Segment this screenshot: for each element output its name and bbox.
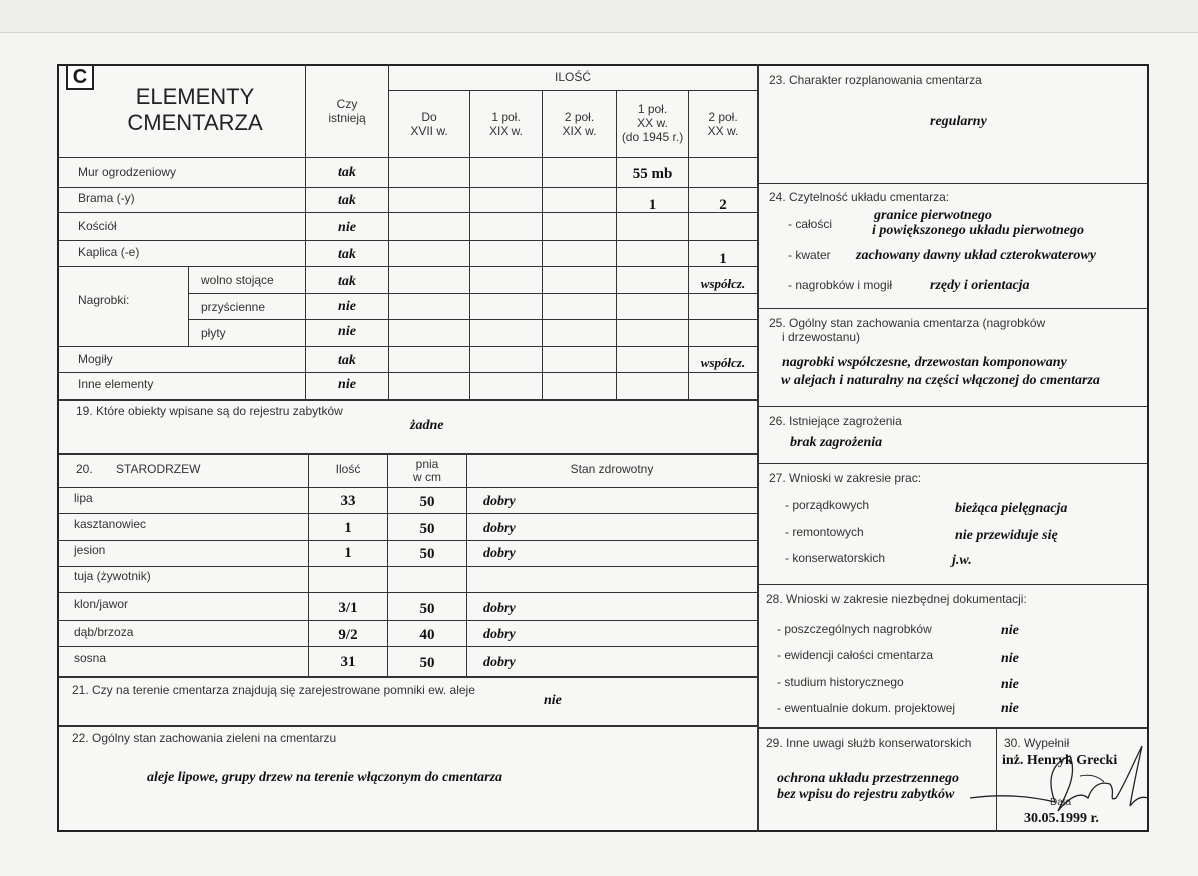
row-exists: tak bbox=[338, 274, 356, 289]
tree-count: 1 bbox=[344, 520, 352, 536]
tree-name: kasztanowiec bbox=[74, 517, 147, 531]
row-quantity: współcz. bbox=[700, 276, 746, 291]
period-line1: 1 poł. bbox=[637, 102, 668, 116]
q30-label: 30. Wypełnił bbox=[1004, 736, 1070, 750]
q22-label: 22. Ogólny stan zachowania zieleni na cmentarzu bbox=[72, 731, 337, 745]
tree-name: jesion bbox=[74, 543, 106, 557]
paper-top-edge bbox=[0, 0, 1198, 33]
tree-trunk: 50 bbox=[419, 546, 435, 562]
q20-number: 20. bbox=[76, 462, 93, 476]
tree-name: klon/jawor bbox=[74, 597, 129, 611]
period-line3: (do 1945 r.) bbox=[621, 130, 684, 144]
q22-answer: aleje lipowe, grupy drzew na terenie włączonym do cmentarza bbox=[147, 770, 503, 785]
col-trunk-line2: w cm bbox=[413, 470, 441, 484]
grid-line bbox=[59, 453, 757, 455]
q27-item-label: - konserwatorskich bbox=[785, 551, 886, 565]
col-exists-line1: Czy bbox=[336, 97, 358, 111]
grid-line bbox=[59, 540, 757, 541]
q28-item-label: - ewentualnie dokum. projektowej bbox=[777, 701, 956, 715]
row-exists: nie bbox=[338, 324, 356, 339]
q26-label: 26. Istniejące zagrożenia bbox=[769, 414, 902, 428]
row-label: Mur ogrodzeniowy bbox=[78, 165, 177, 179]
period-line2: XX w. bbox=[707, 124, 739, 138]
q28-item-label: - poszczególnych nagrobków bbox=[777, 622, 932, 636]
period-header bbox=[689, 110, 757, 138]
grid-line bbox=[188, 293, 757, 294]
grid-line bbox=[59, 240, 757, 241]
q23-answer: regularny bbox=[930, 114, 987, 129]
form-sheet bbox=[57, 64, 1149, 832]
row-exists: nie bbox=[338, 299, 356, 314]
col-health-header: Stan zdrowotny bbox=[570, 462, 654, 476]
grid-line bbox=[59, 566, 757, 567]
tree-trunk: 50 bbox=[419, 521, 435, 537]
q21-answer: nie bbox=[544, 693, 562, 708]
col-exists-line2: istnieją bbox=[328, 111, 366, 125]
grid-line bbox=[59, 592, 757, 593]
q25-answer-2: w alejach i naturalny na części włączonej do cmentarza bbox=[781, 373, 1100, 388]
tree-name: tuja (żywotnik) bbox=[74, 569, 151, 583]
q20-label: STARODRZEW bbox=[116, 462, 201, 476]
row-exists: nie bbox=[338, 220, 356, 235]
row-label: Kościół bbox=[78, 219, 117, 233]
q30-date: 30.05.1999 r. bbox=[1024, 811, 1099, 826]
q25-answer-1: nagrobki współczesne, drzewostan komponowany bbox=[782, 355, 1067, 370]
grid-line bbox=[59, 187, 757, 188]
q24-label: 24. Czytelność układu cmentarza: bbox=[769, 190, 950, 204]
tree-count: 1 bbox=[344, 545, 352, 561]
q27-item-label: - remontowych bbox=[785, 525, 864, 539]
signature-scribble bbox=[960, 736, 1160, 826]
grid-line bbox=[59, 487, 757, 488]
col-count-header: Ilość bbox=[335, 462, 361, 476]
col-trunk-header bbox=[388, 458, 466, 484]
main-divider bbox=[757, 64, 759, 832]
col-exists-header bbox=[306, 97, 388, 125]
q28-item-answer: nie bbox=[1001, 701, 1019, 716]
q27-item-answer: j.w. bbox=[952, 553, 972, 568]
section-letter: C bbox=[66, 64, 94, 90]
grid-line bbox=[759, 727, 1147, 729]
row-exists: tak bbox=[338, 353, 356, 368]
row-label: Mogiły bbox=[78, 352, 113, 366]
row-quantity: 1 bbox=[648, 197, 657, 213]
q28-item-label: - ewidencji całości cmentarza bbox=[777, 648, 934, 662]
grid-line bbox=[59, 676, 757, 678]
row-label: Kaplica (-e) bbox=[78, 245, 140, 259]
row-quantity: współcz. bbox=[700, 355, 746, 370]
row-exists: tak bbox=[338, 193, 356, 208]
grid-line bbox=[59, 646, 757, 647]
elements-title-line1: ELEMENTY bbox=[135, 84, 255, 109]
q23-label: 23. Charakter rozplanowania cmentarza bbox=[769, 73, 982, 87]
grid-line bbox=[759, 308, 1147, 309]
q28-item-answer: nie bbox=[1001, 651, 1019, 666]
period-header bbox=[470, 110, 542, 138]
grid-line bbox=[59, 346, 757, 347]
period-line2: XIX w. bbox=[488, 124, 523, 138]
col-quantity-header: ILOŚĆ bbox=[554, 70, 591, 84]
q29-label: 29. Inne uwagi służb konserwatorskich bbox=[766, 736, 972, 750]
q27-label: 27. Wnioski w zakresie prac: bbox=[769, 471, 922, 485]
q27-item-label: - porządkowych bbox=[785, 498, 870, 512]
tree-health: dobry bbox=[483, 601, 516, 616]
period-header bbox=[543, 110, 616, 138]
elements-title bbox=[100, 84, 290, 136]
q27-item-answer: nie przewiduje się bbox=[955, 528, 1058, 543]
period-header bbox=[389, 110, 469, 138]
row-exists: nie bbox=[338, 377, 356, 392]
q30-date-label: Data bbox=[1050, 797, 1072, 808]
tree-health: dobry bbox=[483, 627, 516, 642]
grid-line bbox=[59, 157, 757, 158]
tree-health: dobry bbox=[483, 546, 516, 561]
q24-graves-answer: rzędy i orientacja bbox=[930, 278, 1030, 293]
row-label: wolno stojące bbox=[201, 273, 274, 287]
q25-label-2: i drzewostanu) bbox=[782, 330, 861, 344]
q24-graves-label: - nagrobków i mogił bbox=[788, 278, 893, 292]
row-exists: tak bbox=[338, 165, 356, 180]
tree-trunk: 50 bbox=[419, 601, 435, 617]
tree-trunk: 50 bbox=[419, 494, 435, 510]
grid-line bbox=[759, 183, 1147, 184]
grid-line bbox=[759, 584, 1147, 585]
tree-health: dobry bbox=[483, 494, 516, 509]
tree-count: 3/1 bbox=[338, 600, 358, 616]
q28-item-answer: nie bbox=[1001, 677, 1019, 692]
tree-name: dąb/brzoza bbox=[74, 625, 134, 639]
grid-line bbox=[759, 463, 1147, 464]
nagrobki-label: Nagrobki: bbox=[78, 293, 130, 307]
row-quantity: 2 bbox=[719, 197, 727, 213]
q28-item-answer: nie bbox=[1001, 623, 1019, 638]
col-trunk-line1: pnia bbox=[415, 457, 439, 471]
tree-count: 9/2 bbox=[338, 627, 358, 643]
grid-line bbox=[59, 513, 757, 514]
q19-label: 19. Które obiekty wpisane są do rejestru zabytków bbox=[76, 404, 343, 418]
tree-trunk: 40 bbox=[419, 627, 435, 643]
period-line1: 1 poł. bbox=[491, 110, 521, 124]
grid-line bbox=[188, 266, 189, 346]
grid-line bbox=[59, 620, 757, 621]
grid-line bbox=[759, 406, 1147, 407]
q29-answer-1: ochrona układu przestrzennego bbox=[777, 771, 960, 786]
row-label: Brama (-y) bbox=[78, 191, 135, 205]
tree-name: lipa bbox=[74, 491, 93, 505]
grid-line bbox=[188, 319, 757, 320]
period-line2: XVII w. bbox=[410, 124, 448, 138]
q24-whole-label: - całości bbox=[788, 217, 833, 231]
grid-line bbox=[59, 266, 757, 267]
tree-name: sosna bbox=[74, 651, 107, 665]
row-exists: tak bbox=[338, 247, 356, 262]
grid-line bbox=[59, 372, 757, 373]
q19-answer: żadne bbox=[410, 418, 444, 433]
q21-label: 21. Czy na terenie cmentarza znajdują się zarejestrowane pomniki ew. aleje bbox=[72, 683, 475, 697]
row-label: płyty bbox=[201, 326, 226, 340]
period-line1: 2 poł. bbox=[564, 110, 595, 124]
period-line2: XX w. bbox=[637, 116, 668, 130]
row-quantity: 1 bbox=[719, 251, 727, 267]
row-quantity: 55 mb bbox=[632, 166, 673, 182]
q28-label: 28. Wnioski w zakresie niezbędnej dokumentacji: bbox=[766, 592, 1027, 606]
q24-quarters-answer: zachowany dawny układ czterokwaterowy bbox=[856, 248, 1096, 263]
period-line1: Do bbox=[421, 110, 437, 124]
q30-name: inż. Henryk Grecki bbox=[1002, 753, 1118, 768]
tree-count: 33 bbox=[340, 493, 356, 509]
tree-count: 31 bbox=[340, 654, 356, 670]
period-line1: 2 poł. bbox=[708, 110, 738, 124]
grid-line bbox=[59, 399, 757, 401]
q25-label-1: 25. Ogólny stan zachowania cmentarza (nagrobków bbox=[769, 316, 1046, 330]
q24-whole-answer-2: i powiększonego układu pierwotnego bbox=[872, 223, 1084, 238]
grid-line bbox=[59, 725, 757, 727]
tree-health: dobry bbox=[483, 655, 516, 670]
elements-title-line2: CMENTARZA bbox=[127, 110, 263, 135]
period-header bbox=[617, 102, 688, 144]
tree-trunk: 50 bbox=[419, 655, 435, 671]
q27-item-answer: bieżąca pielęgnacja bbox=[955, 501, 1068, 516]
q28-item-label: - studium historycznego bbox=[777, 675, 904, 689]
q24-quarters-label: - kwater bbox=[788, 248, 831, 262]
row-label: przyścienne bbox=[201, 300, 266, 314]
period-line2: XIX w. bbox=[562, 124, 597, 138]
q29-answer-2: bez wpisu do rejestru zabytków bbox=[777, 787, 955, 802]
row-label: Inne elementy bbox=[78, 377, 154, 391]
q26-answer: brak zagrożenia bbox=[790, 435, 883, 450]
grid-line bbox=[389, 90, 757, 91]
tree-health: dobry bbox=[483, 521, 516, 536]
q24-whole-answer-1: granice pierwotnego bbox=[874, 208, 992, 223]
